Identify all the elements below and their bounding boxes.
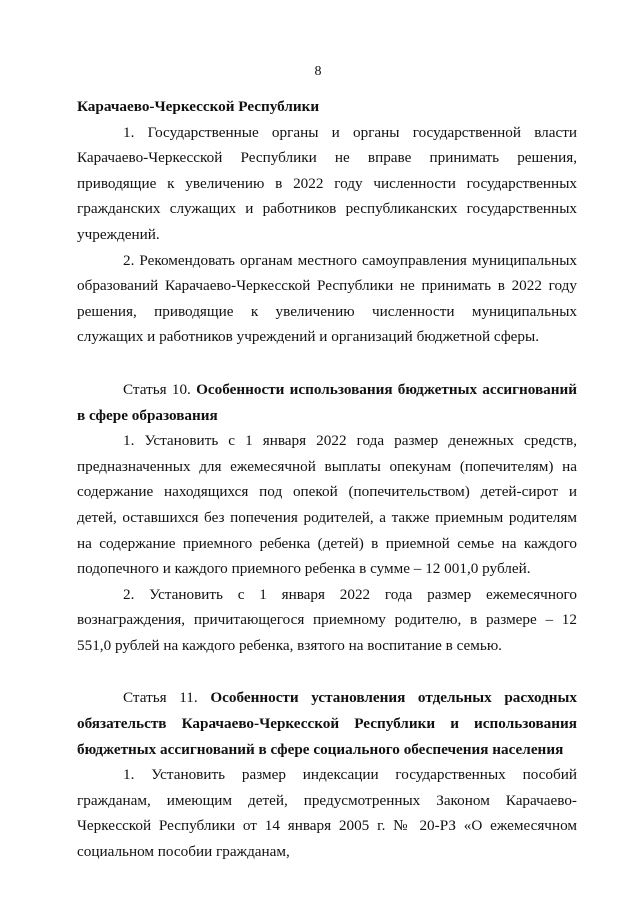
article-10-paragraph-2: 2. Установить с 1 января 2022 года размер ежемесячного вознаграждения, причитающегося приемному родителю, в размере – 12 551,0 рублей на каждого ребенка, взятого на воспитание в семью. bbox=[77, 585, 577, 654]
section-spacer bbox=[77, 658, 577, 685]
article-10-heading bbox=[77, 377, 577, 428]
article-11-heading bbox=[77, 685, 577, 762]
article-11-paragraph-1: 1. Установить размер индексации государственных пособий гражданам, имеющим детей, предусмотренных Законом Карачаево-Черкесской Республики от 14 января 2005 г. № 20-РЗ «О ежемесячном социальном пособии гражданам, bbox=[77, 766, 577, 861]
article-10-title: Особенности использования бюджетных ассигнований в сфере образования bbox=[77, 380, 577, 424]
article-10-label: Статья 10. bbox=[123, 380, 191, 398]
article-11-title: Особенности установления отдельных расходных обязательств Карачаево-Черкесской Республики и использования бюджетных ассигнований в сфере социального обеспечения населения bbox=[77, 689, 578, 758]
heading-continuation: Карачаево-Черкесской Республики bbox=[77, 98, 320, 115]
article-11-label: Статья 11. bbox=[123, 689, 198, 707]
section-spacer bbox=[77, 350, 577, 377]
article-10-paragraph-1: 1. Установить с 1 января 2022 года размер денежных средств, предназначенных для ежемесячной выплаты опекунам (попечителям) на содержание находящихся под опекой (попечительством) детей-сирот и детей, оставшихся без попечения родителей, а также приемным родителям на содержание приемного ребенка (детей) в приемной семье на каждого подопечного и каждого приемного ребенка в сумме – 12 001,0 рублей. bbox=[77, 432, 577, 578]
document-body bbox=[77, 94, 577, 865]
page-number: 8 bbox=[314, 64, 322, 79]
paragraph-state-bodies: 1. Государственные органы и органы государственной власти Карачаево-Черкесской Республики не вправе принимать решения, приводящие к увеличению в 2022 году численности государственных гражданских служащих и работников республиканских государственных учреждений. bbox=[77, 123, 577, 243]
paragraph-local-government: 2. Рекомендовать органам местного самоуправления муниципальных образований Карачаево-Черкесской Республики не принимать в 2022 году решения, приводящие к увеличению численности муниципальных служащих и работников учреждений и организаций бюджетной сферы. bbox=[77, 251, 577, 346]
